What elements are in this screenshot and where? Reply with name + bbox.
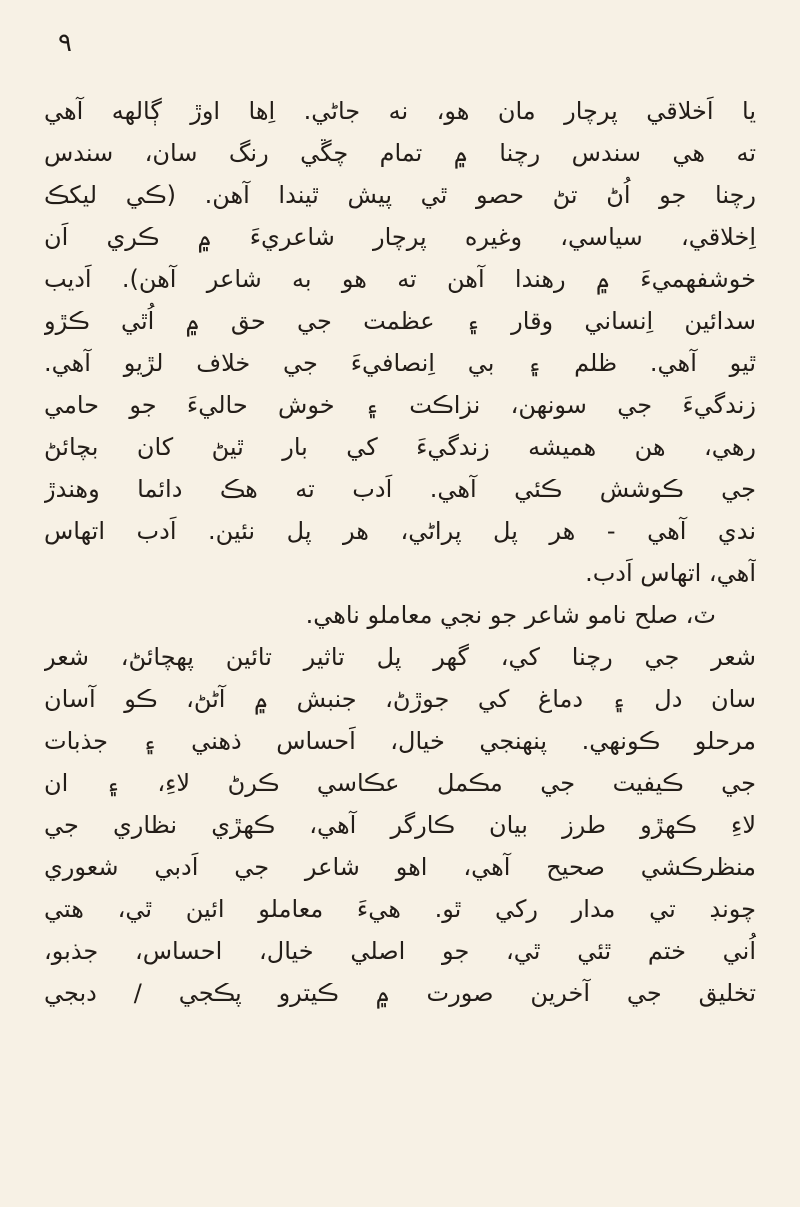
text-line-10: جي ڪوشش ڪئي آهي. اَدب ته هڪ دائما وهندڙ bbox=[44, 475, 756, 503]
page-text-block bbox=[44, 90, 756, 1120]
page-number: ٩ bbox=[58, 28, 72, 58]
text-line-4: اِخلاقي، سياسي، وغيره پرچار شاعريءَ ۾ ڪري اَن bbox=[44, 223, 756, 251]
text-line-8: زندگيءَ جي سونهن، نزاڪت ۽ خوش حاليءَ جو حامي bbox=[44, 391, 756, 419]
text-line-18: منظرڪشي صحيح آهي، اهو شاعر جي اَدبي شعوري bbox=[44, 853, 756, 881]
text-line-3: رچنا جو اُڻ تڻ حصو ٿي پيش ٿيندا آهن. (ڪي ليکڪ bbox=[44, 181, 756, 209]
text-line-1: يا اَخلاقي پرچار مان هو، نه جاڻي. اِها اوڙ ڳالهه آهي bbox=[44, 97, 756, 125]
section-heading: ٽ، صلح نامو شاعر جو نجي معاملو ناهي. bbox=[305, 601, 716, 629]
text-line-13: شعر جي رچنا کي، گهر پل تاثير تائين پهچائڻ، شعر bbox=[44, 643, 756, 671]
text-line-20: اُني ختم ٿئي ٿي، جو اصلي خيال، احساس، جذبو، bbox=[44, 937, 756, 965]
text-line-2: ته هي سندس رچنا ۾ تمام چڱي رنگ سان، سندس bbox=[44, 139, 756, 167]
text-line-15: مرحلو ڪونهي. پنهنجي خيال، اَحساس ذهني ۽ جذبات bbox=[44, 727, 756, 755]
text-line-11: ندي آهي - هر پل پراڻي، هر پل نئين. اَدب اتهاس bbox=[44, 517, 756, 545]
text-line-6: سدائين اِنساني وقار ۽ عظمت جي حق ۾ اُٿي ڪڙو bbox=[44, 307, 756, 335]
text-line-21: تخليق جي آخرين صورت ۾ ڪيترو پڪجي / دبجي bbox=[44, 979, 756, 1007]
text-line-19: چونڊ تي مدار رکي ٿو. هيءَ معاملو ائين ٿي، هتي bbox=[44, 895, 756, 923]
text-line-12: آهي، اتهاس اَدب. bbox=[585, 559, 756, 587]
text-line-7: ٿيو آهي. ظلم ۽ بي اِنصافيءَ جي خلاف لڙيو آهي. bbox=[44, 349, 756, 377]
text-line-17: لاءِ ڪهڙو طرز بيان ڪارگر آهي، ڪهڙي نظاري جي bbox=[44, 811, 756, 839]
text-line-5: خوشفهميءَ ۾ رهندا آهن ته هو به شاعر آهن). اَديب bbox=[44, 265, 756, 293]
text-line-14: سان دل ۽ دماغ کي جوڙڻ، جنبش ۾ آڻڻ، ڪو آسان bbox=[44, 685, 756, 713]
text-line-9: رهي، هن هميشه زندگيءَ کي بار ٿيڻ کان بچائڻ bbox=[44, 433, 756, 461]
text-line-16: جي ڪيفيت جي مڪمل عڪاسي ڪرڻ لاءِ، ۽ ان bbox=[44, 769, 756, 797]
